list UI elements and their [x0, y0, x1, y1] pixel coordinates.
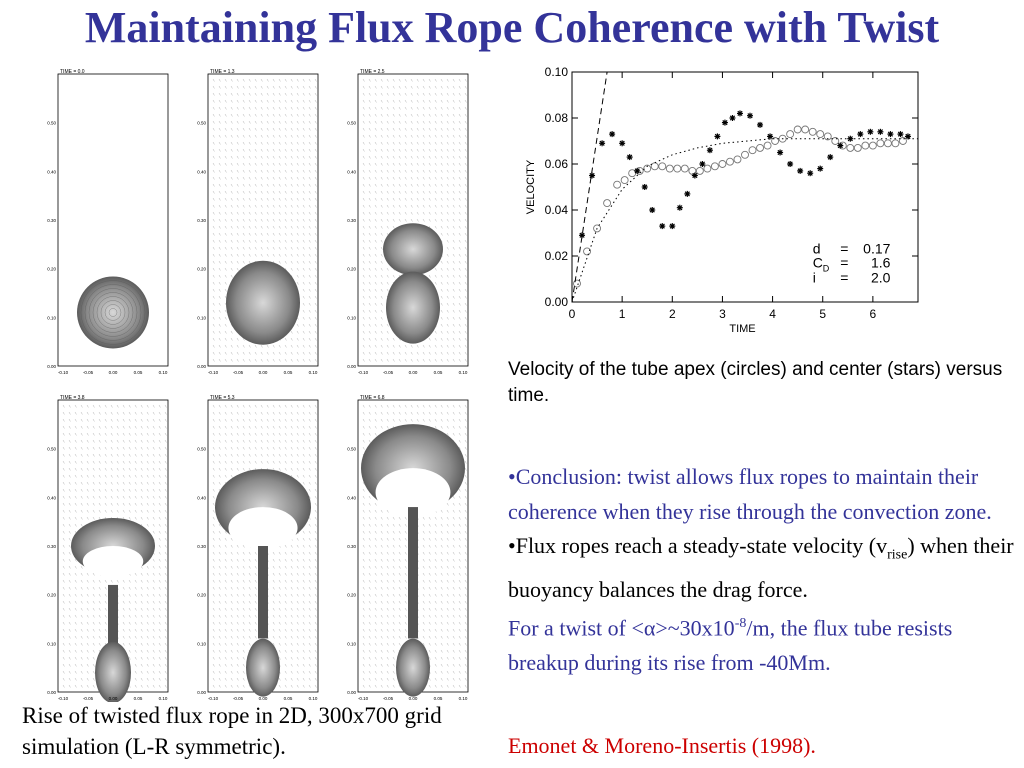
sim-y-tick: 0.00 [47, 690, 56, 695]
sim-y-tick: 0.00 [197, 364, 206, 369]
simulation-panel [186, 392, 326, 702]
sim-y-tick: 0.10 [197, 641, 206, 647]
sim-y-tick: 0.10 [47, 641, 56, 647]
sim-y-tick: 0.10 [47, 315, 56, 321]
apex-circle-point [787, 131, 794, 138]
bullet-conclusion: •Conclusion: twist allows flux ropes to maintain their coherence when they rise through the convection zone. [508, 464, 992, 524]
sim-x-tick: -0.10 [57, 370, 69, 375]
simulation-plot [186, 66, 326, 376]
center-star-point [722, 120, 728, 126]
sim-x-tick: -0.05 [82, 696, 94, 701]
sim-x-tick: -0.05 [382, 370, 394, 375]
simulation-plot [336, 66, 476, 376]
sim-y-tick: 0.40 [347, 169, 356, 175]
slide-title: Maintaining Flux Rope Coherence with Twist [84, 3, 940, 52]
y-axis-label: VELOCITY [525, 159, 537, 215]
sim-y-tick: 0.10 [197, 315, 206, 321]
apex-circle-point [742, 151, 749, 158]
apex-circle-point [674, 165, 681, 172]
center-star-point [634, 168, 640, 174]
sim-x-tick: -0.10 [357, 370, 369, 375]
reference-citation: Emonet & Moreno-Insertis (1998). [508, 733, 816, 758]
simulation-plot [36, 66, 176, 376]
time-label: TIME = 3.8 [60, 395, 85, 401]
time-label: TIME = 6.8 [360, 395, 385, 401]
center-star-point [757, 122, 763, 128]
annotation-value: 2.0 [870, 269, 891, 286]
center-star-point [627, 154, 633, 160]
sim-y-tick: 0.20 [197, 266, 206, 272]
apex-circle-point [659, 163, 666, 170]
x-tick-label: 2 [668, 307, 676, 321]
time-label: TIME = 1.3 [210, 69, 235, 75]
apex-circle-point [704, 165, 711, 172]
center-star-point [677, 205, 683, 211]
bullet-list [508, 460, 1018, 681]
sim-x-tick: -0.05 [232, 696, 244, 701]
center-star-point [699, 161, 705, 167]
time-label: TIME = 0.0 [60, 69, 85, 75]
time-label: TIME = 2.5 [360, 69, 385, 75]
bullet-twist-pre: For a twist of <α>~30x10 [508, 615, 735, 641]
bullet-twist [508, 607, 1018, 680]
sim-y-tick: 0.00 [47, 364, 56, 369]
center-star-point [837, 143, 843, 149]
velocity-chart-svg [520, 62, 922, 348]
sim-y-tick: 0.30 [347, 218, 356, 223]
apex-circle-point [666, 165, 673, 172]
sim-y-tick: 0.50 [47, 446, 56, 452]
center-star-point [767, 133, 773, 139]
sim-x-tick: 0.05 [133, 370, 143, 375]
center-star-point [867, 129, 873, 135]
sim-y-tick: 0.50 [47, 120, 56, 126]
sim-x-tick: 0.10 [458, 370, 468, 375]
apex-circle-point [651, 163, 658, 170]
annotation-value: 0.17 [863, 240, 891, 257]
center-star-point [684, 191, 690, 197]
x-tick-label: 4 [769, 307, 776, 321]
center-star-point [807, 170, 813, 176]
sim-x-tick: -0.10 [207, 370, 219, 375]
apex-circle-point [854, 144, 861, 151]
apex-circle-point [817, 131, 824, 138]
sim-x-tick: -0.05 [382, 696, 394, 701]
dotted-curve-series [572, 139, 918, 302]
sim-y-tick: 0.20 [197, 592, 206, 598]
velocity-chart [520, 62, 922, 348]
bullet-steady-post: ) when their buoyancy balances the drag force. [508, 533, 1014, 602]
apex-circle-point [884, 140, 891, 147]
center-star-point [619, 140, 625, 146]
apex-circle-point [809, 128, 816, 135]
apex-circle-point [734, 156, 741, 163]
x-axis-label: TIME [729, 323, 756, 335]
simulation-panel [336, 392, 476, 702]
apex-circle-point [749, 147, 756, 154]
apex-circle-point [794, 126, 801, 133]
simulation-caption: Rise of twisted flux rope in 2D, 300x700 grid simulation (L-R symmetric). [22, 703, 442, 759]
sim-x-tick: -0.10 [357, 696, 369, 701]
bullet-steady-sub: rise [887, 547, 908, 563]
sim-x-tick: 0.05 [433, 370, 443, 375]
center-star-point [714, 133, 720, 139]
bullet-steady-pre: •Flux ropes reach a steady-state velocity (v [508, 533, 888, 558]
chart-caption: Velocity of the tube apex (circles) and center (stars) versus time. [508, 359, 1003, 406]
center-star-point [857, 131, 863, 137]
apex-circle-point [681, 165, 688, 172]
center-star-point [659, 223, 665, 229]
center-star-point [707, 147, 713, 153]
apex-circle-point [696, 167, 703, 174]
apex-circle-point [584, 248, 591, 255]
sim-y-tick: 0.30 [347, 544, 356, 549]
center-star-point [797, 168, 803, 174]
center-star-point [729, 115, 735, 121]
sim-x-tick: 0.05 [133, 696, 143, 701]
sim-y-tick: 0.50 [197, 446, 206, 452]
sim-x-tick: 0.05 [433, 696, 443, 701]
sim-x-tick: 0.10 [308, 696, 318, 701]
center-star-point [649, 207, 655, 213]
sim-y-tick: 0.10 [347, 315, 356, 321]
sim-y-tick: 0.50 [197, 120, 206, 126]
sim-y-tick: 0.30 [197, 218, 206, 223]
sim-x-tick: 0.10 [458, 696, 468, 701]
center-star-point [787, 161, 793, 167]
simulation-panel [336, 66, 476, 376]
center-star-point [609, 131, 615, 137]
y-tick-label: 0.08 [544, 111, 568, 125]
sim-y-tick: 0.20 [47, 266, 56, 272]
y-tick-label: 0.10 [544, 65, 568, 79]
center-star-point [737, 110, 743, 116]
sim-x-tick: 0.05 [283, 370, 293, 375]
sim-y-tick: 0.40 [47, 169, 56, 175]
dashed-line-series [572, 72, 607, 302]
center-star-point [777, 150, 783, 156]
center-star-point [642, 184, 648, 190]
x-tick-label: 0 [568, 307, 576, 321]
center-star-point [877, 129, 883, 135]
sim-x-tick: 0.00 [258, 696, 268, 701]
apex-circle-point [726, 158, 733, 165]
sim-y-tick: 0.00 [347, 364, 356, 369]
simulation-panel [36, 392, 176, 702]
apex-circle-point [862, 142, 869, 149]
apex-circle-point [574, 280, 581, 287]
sim-x-tick: 0.00 [408, 696, 418, 701]
y-tick-label: 0.02 [544, 249, 568, 263]
annotation-label: d [812, 240, 821, 257]
apex-circle-point [614, 181, 621, 188]
sim-y-tick: 0.30 [47, 544, 56, 549]
sim-y-tick: 0.20 [347, 266, 356, 272]
x-tick-label: 1 [618, 307, 626, 321]
sim-x-tick: -0.10 [207, 696, 219, 701]
x-tick-label: 5 [819, 307, 827, 321]
apex-circle-point [621, 177, 628, 184]
time-label: TIME = 5.3 [210, 395, 235, 401]
annotation-subscript: D [822, 263, 830, 274]
apex-circle-point [604, 200, 611, 207]
bullet-twist-sup: -8 [734, 616, 747, 632]
center-star-point [599, 140, 605, 146]
apex-circle-point [802, 126, 809, 133]
sim-x-tick: -0.10 [57, 696, 69, 701]
sim-x-tick: 0.10 [308, 370, 318, 375]
apex-circle-point [892, 140, 899, 147]
sim-x-tick: 0.10 [158, 696, 168, 701]
sim-x-tick: -0.05 [82, 370, 94, 375]
sim-x-tick: -0.05 [232, 370, 244, 375]
bullet-steady-state [508, 529, 1018, 607]
center-star-point [827, 154, 833, 160]
sim-y-tick: 0.20 [47, 592, 56, 598]
x-tick-label: 6 [869, 307, 877, 321]
sim-y-tick: 0.30 [47, 218, 56, 223]
chart-frame [572, 72, 918, 302]
center-star-point [887, 131, 893, 137]
sim-y-tick: 0.20 [347, 592, 356, 598]
center-star-point [692, 173, 698, 179]
apex-circle-point [877, 140, 884, 147]
sim-x-tick: 0.00 [408, 370, 418, 375]
apex-circle-point [764, 142, 771, 149]
simulation-plot [186, 392, 326, 702]
y-tick-label: 0.06 [544, 157, 568, 171]
apex-circle-point [757, 144, 764, 151]
sim-x-tick: 0.00 [108, 696, 118, 701]
annotation-equals: = [840, 254, 849, 271]
apex-circle-point [847, 144, 854, 151]
apex-circle-point [711, 163, 718, 170]
bullet-twist-post: /m, the flux tube resists breakup during its rise from -40Mm. [508, 615, 953, 676]
sim-y-tick: 0.10 [347, 641, 356, 647]
sim-x-tick: 0.00 [108, 370, 118, 375]
simulation-panel [186, 66, 326, 376]
annotation-label: C [812, 254, 823, 271]
y-tick-label: 0.00 [544, 295, 568, 309]
sim-y-tick: 0.00 [197, 690, 206, 695]
sim-x-tick: 0.05 [283, 696, 293, 701]
simulation-panel [36, 66, 176, 376]
sim-y-tick: 0.40 [47, 495, 56, 501]
sim-y-tick: 0.00 [347, 690, 356, 695]
center-star-point [897, 131, 903, 137]
simulation-plot [336, 392, 476, 702]
sim-y-tick: 0.50 [347, 120, 356, 126]
sim-y-tick: 0.40 [347, 495, 356, 501]
apex-circle-point [899, 138, 906, 145]
apex-circle-point [869, 142, 876, 149]
sim-y-tick: 0.30 [197, 544, 206, 549]
y-tick-label: 0.04 [544, 203, 568, 217]
sim-y-tick: 0.50 [347, 446, 356, 452]
annotation-label: i [812, 269, 816, 286]
apex-circle-point [719, 161, 726, 168]
simulation-plot [36, 392, 176, 702]
annotation-equals: = [840, 269, 849, 286]
center-star-point [747, 113, 753, 119]
sim-y-tick: 0.40 [197, 169, 206, 175]
x-tick-label: 3 [719, 307, 726, 321]
sim-y-tick: 0.40 [197, 495, 206, 501]
sim-x-tick: 0.00 [258, 370, 268, 375]
center-star-point [817, 166, 823, 172]
annotation-equals: = [840, 240, 849, 257]
center-star-point [669, 223, 675, 229]
sim-x-tick: 0.10 [158, 370, 168, 375]
annotation-value: 1.6 [870, 254, 891, 271]
